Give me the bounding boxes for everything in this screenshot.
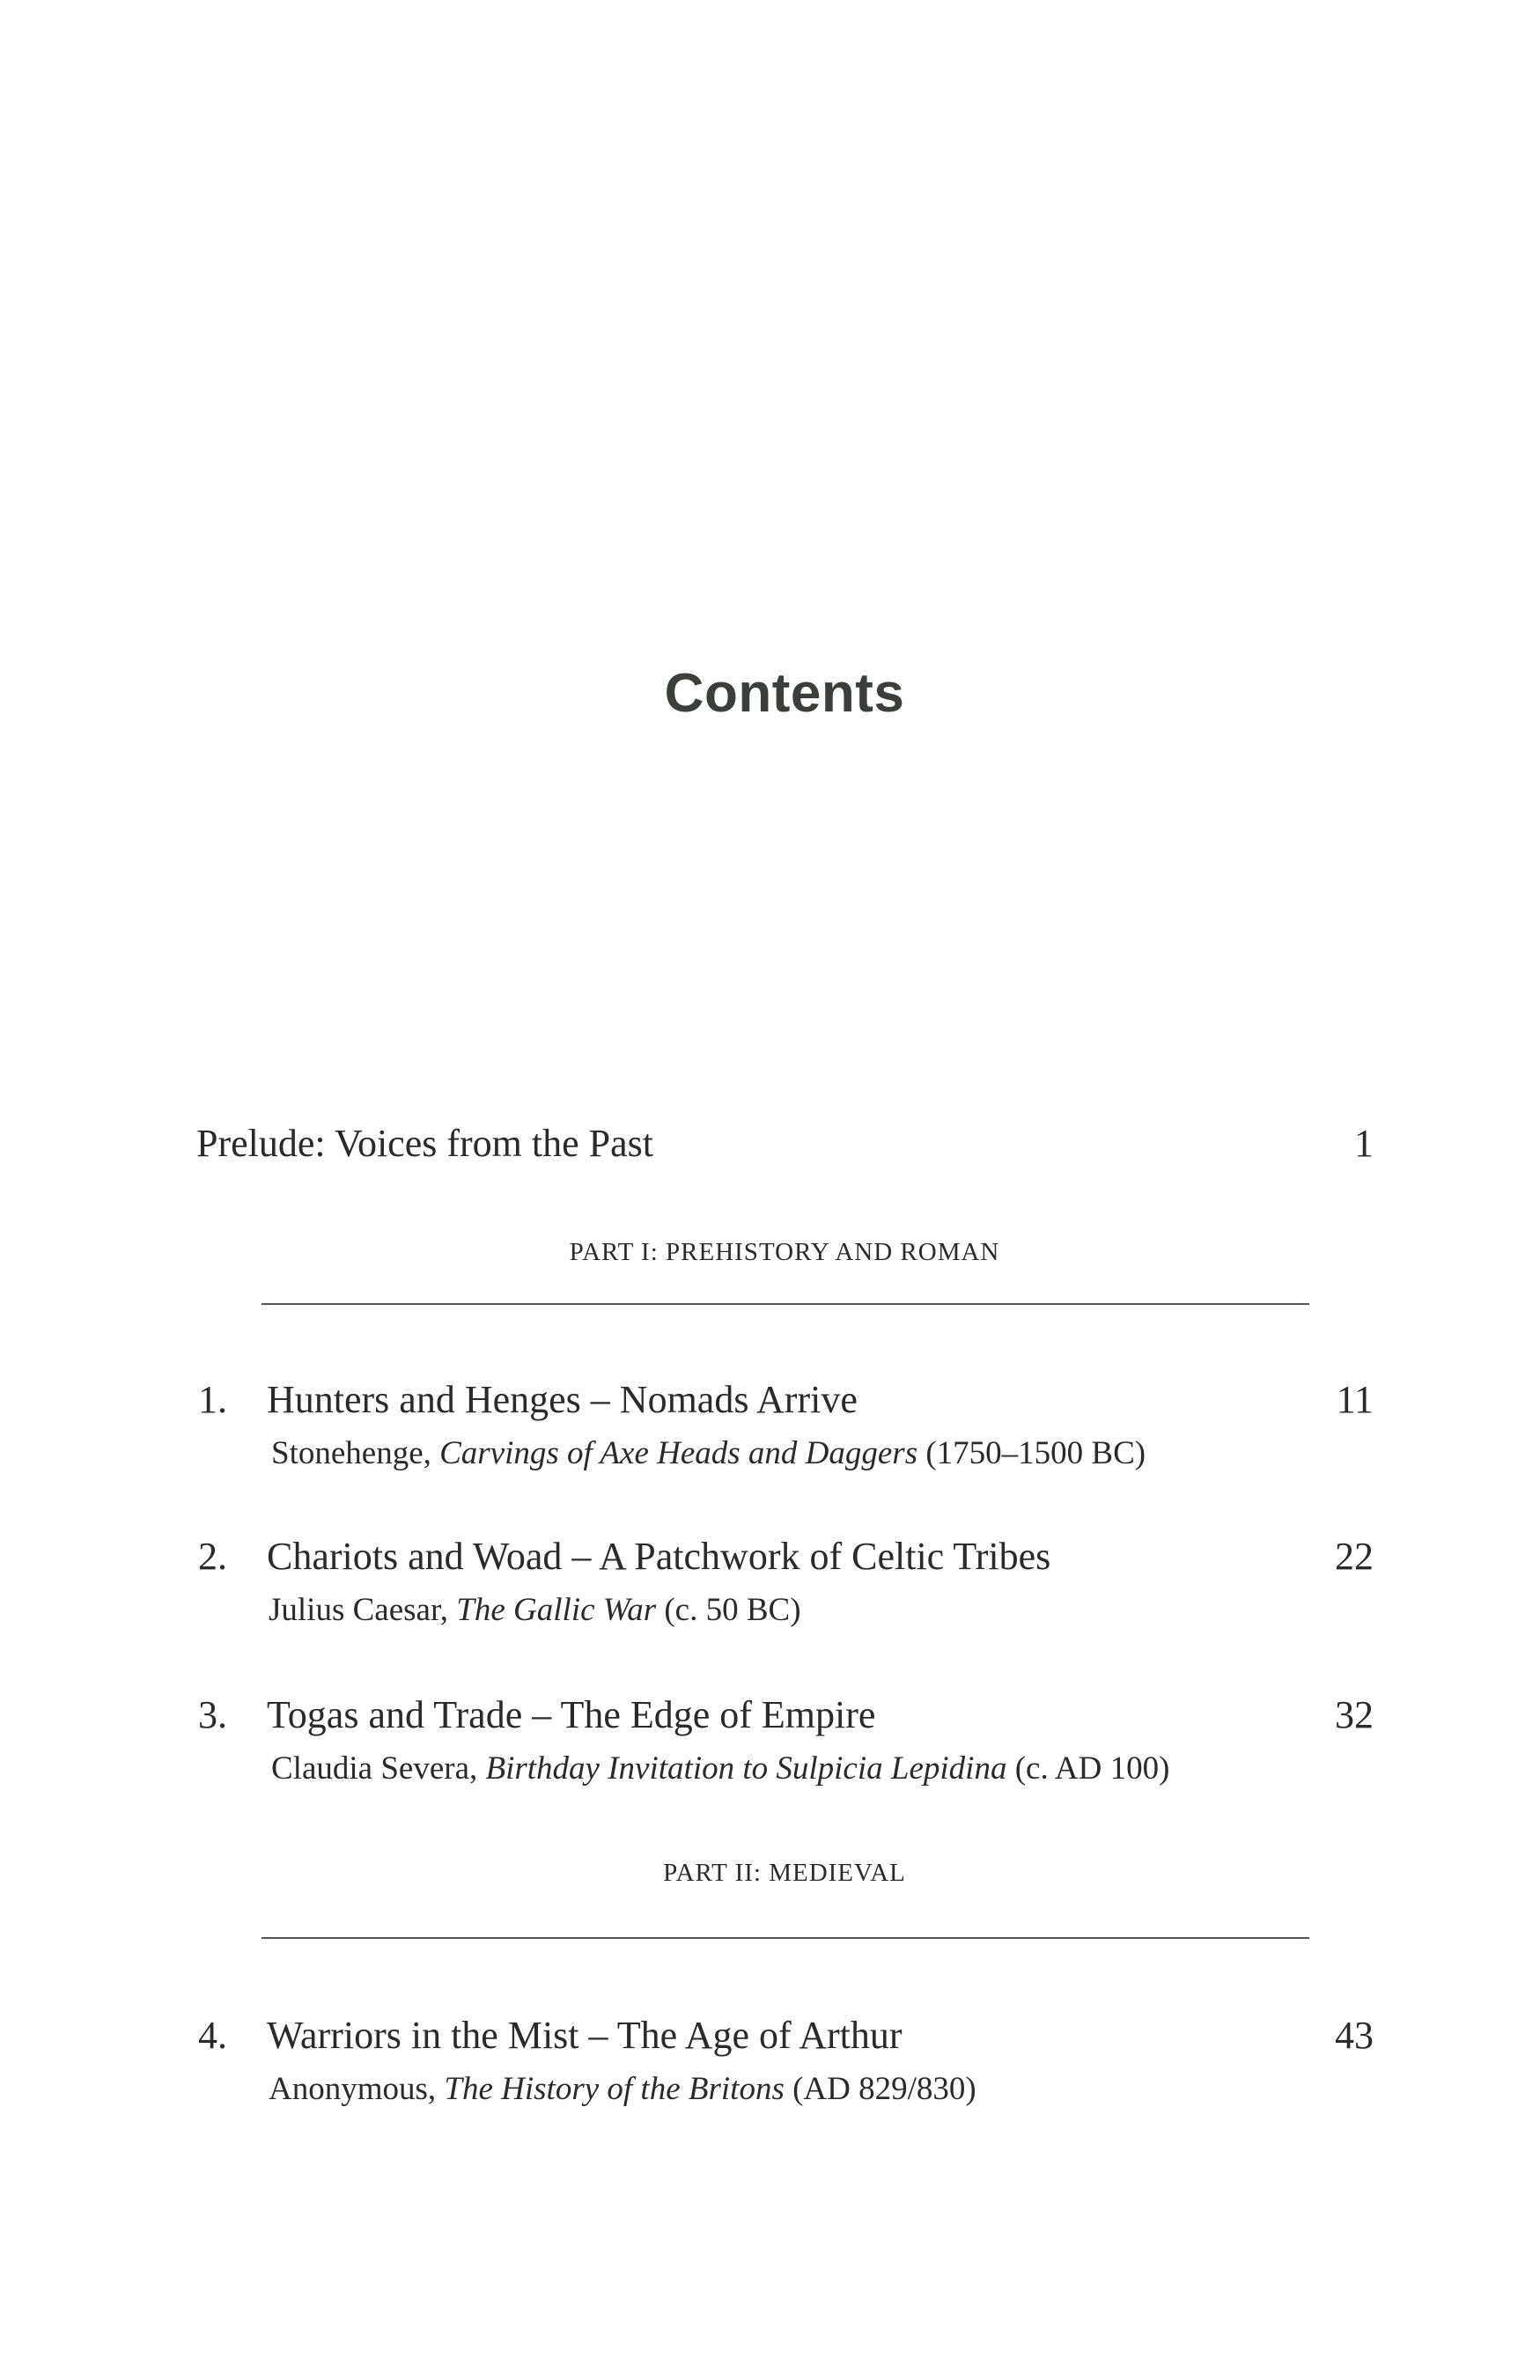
chapter-title[interactable]: Warriors in the Mist – The Age of Arthur (267, 2014, 903, 2057)
part-2-divider (262, 1937, 1309, 1939)
chapter-source (269, 2073, 976, 2105)
chapter-page-number: 32 (1335, 1693, 1374, 1736)
source-author: Julius Caesar, (269, 1592, 449, 1628)
chapter-source (269, 1594, 801, 1626)
source-date: (c. AD 100) (1014, 1750, 1170, 1787)
chapter-page-number: 43 (1335, 2014, 1374, 2057)
part-1-divider (262, 1303, 1309, 1305)
source-author: Claudia Severa, (271, 1750, 478, 1787)
chapter-title[interactable]: Chariots and Woad – A Patchwork of Celtic Tribes (267, 1535, 1051, 1578)
chapter-page-number: 11 (1336, 1378, 1374, 1421)
source-author: Anonymous, (269, 2071, 437, 2107)
prelude-title[interactable]: Prelude: Voices from the Past (196, 1122, 653, 1165)
source-date: (1750–1500 BC) (925, 1435, 1146, 1471)
prelude-page-number: 1 (1354, 1122, 1374, 1165)
chapter-source (271, 1437, 1146, 1470)
chapter-title[interactable]: Hunters and Henges – Nomads Arrive (267, 1378, 858, 1421)
chapter-page-number: 22 (1335, 1535, 1374, 1578)
chapter-source (271, 1752, 1169, 1785)
source-date: (c. 50 BC) (664, 1592, 801, 1628)
chapter-title[interactable]: Togas and Trade – The Edge of Empire (267, 1693, 876, 1736)
part-heading-2: PART II: MEDIEVAL (663, 1859, 906, 1887)
source-work: Birthday Invitation to Sulpicia Lepidina (485, 1750, 1007, 1787)
source-work: Carvings of Axe Heads and Daggers (439, 1435, 918, 1471)
source-author: Stonehenge, (271, 1435, 431, 1471)
chapter-number: 3. (198, 1693, 227, 1736)
page-title: Contents (664, 663, 905, 724)
source-work: The Gallic War (456, 1592, 657, 1628)
chapter-number: 2. (198, 1535, 227, 1578)
chapter-number: 1. (198, 1378, 227, 1421)
source-date: (AD 829/830) (792, 2071, 976, 2107)
source-work: The History of the Britons (444, 2071, 785, 2107)
part-heading-1: PART I: PREHISTORY AND ROMAN (569, 1238, 1000, 1266)
chapter-number: 4. (198, 2014, 227, 2057)
